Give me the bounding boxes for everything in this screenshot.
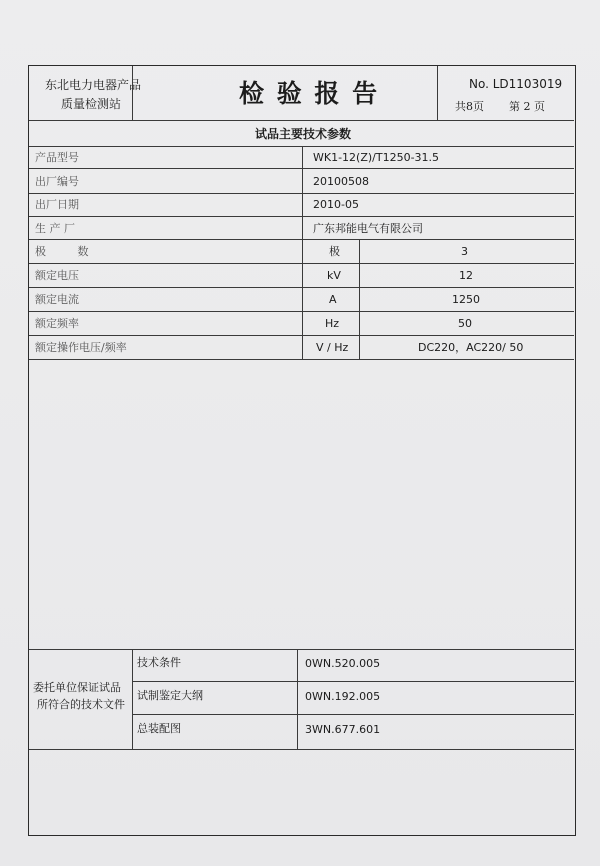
- doc-label: 技术条件: [137, 656, 181, 669]
- param-value: 2010-05: [313, 198, 359, 211]
- pages-total: 共8页: [455, 100, 484, 113]
- param-label: 额定操作电压/频率: [35, 341, 127, 354]
- param-unit: Hz: [325, 317, 340, 330]
- param-value: 广东邦能电气有限公司: [313, 222, 423, 235]
- param-value: 20100508: [313, 175, 369, 188]
- doc-label: 试制鉴定大纲: [137, 689, 203, 702]
- org-name-line1: 东北电力电器产品: [45, 78, 142, 92]
- param-value: 50: [458, 317, 472, 330]
- param-label: 额定电流: [35, 293, 79, 306]
- doc-value: 3WN.677.601: [305, 723, 381, 736]
- param-value: WK1-12(Z)/T1250-31.5: [313, 151, 440, 164]
- report-number: No. LD1103019: [469, 77, 563, 91]
- param-value: 1250: [452, 293, 480, 306]
- page-current: 第 2 页: [509, 100, 545, 113]
- param-label: 出厂日期: [35, 198, 79, 211]
- param-label: 产品型号: [35, 151, 79, 164]
- param-label: 生 产 厂: [35, 222, 75, 235]
- param-unit: V / Hz: [316, 341, 349, 354]
- doc-value: 0WN.520.005: [305, 657, 381, 670]
- param-unit: A: [329, 293, 337, 306]
- org-name-line2: 质量检测站: [61, 97, 122, 111]
- section-title: 试品主要技术参数: [255, 127, 352, 141]
- param-label: 出厂编号: [35, 175, 79, 188]
- param-label: 额定电压: [35, 269, 79, 282]
- doc-label: 总装配图: [137, 722, 181, 735]
- param-value: 3: [461, 245, 468, 258]
- doc-value: 0WN.192.005: [305, 690, 381, 703]
- documents-group-line1: 委托单位保证试品: [33, 681, 121, 694]
- report-title: 检 验 报 告: [239, 79, 380, 108]
- param-value: 12: [459, 269, 473, 282]
- documents-group-line2: 所符合的技术文件: [37, 698, 125, 711]
- param-label: 极 数: [35, 245, 89, 258]
- param-value: DC220，AC220/ 50: [418, 341, 524, 354]
- param-unit: kV: [327, 269, 341, 282]
- report-frame: [28, 65, 576, 836]
- param-label: 额定频率: [35, 317, 79, 330]
- param-unit: 极: [329, 245, 340, 258]
